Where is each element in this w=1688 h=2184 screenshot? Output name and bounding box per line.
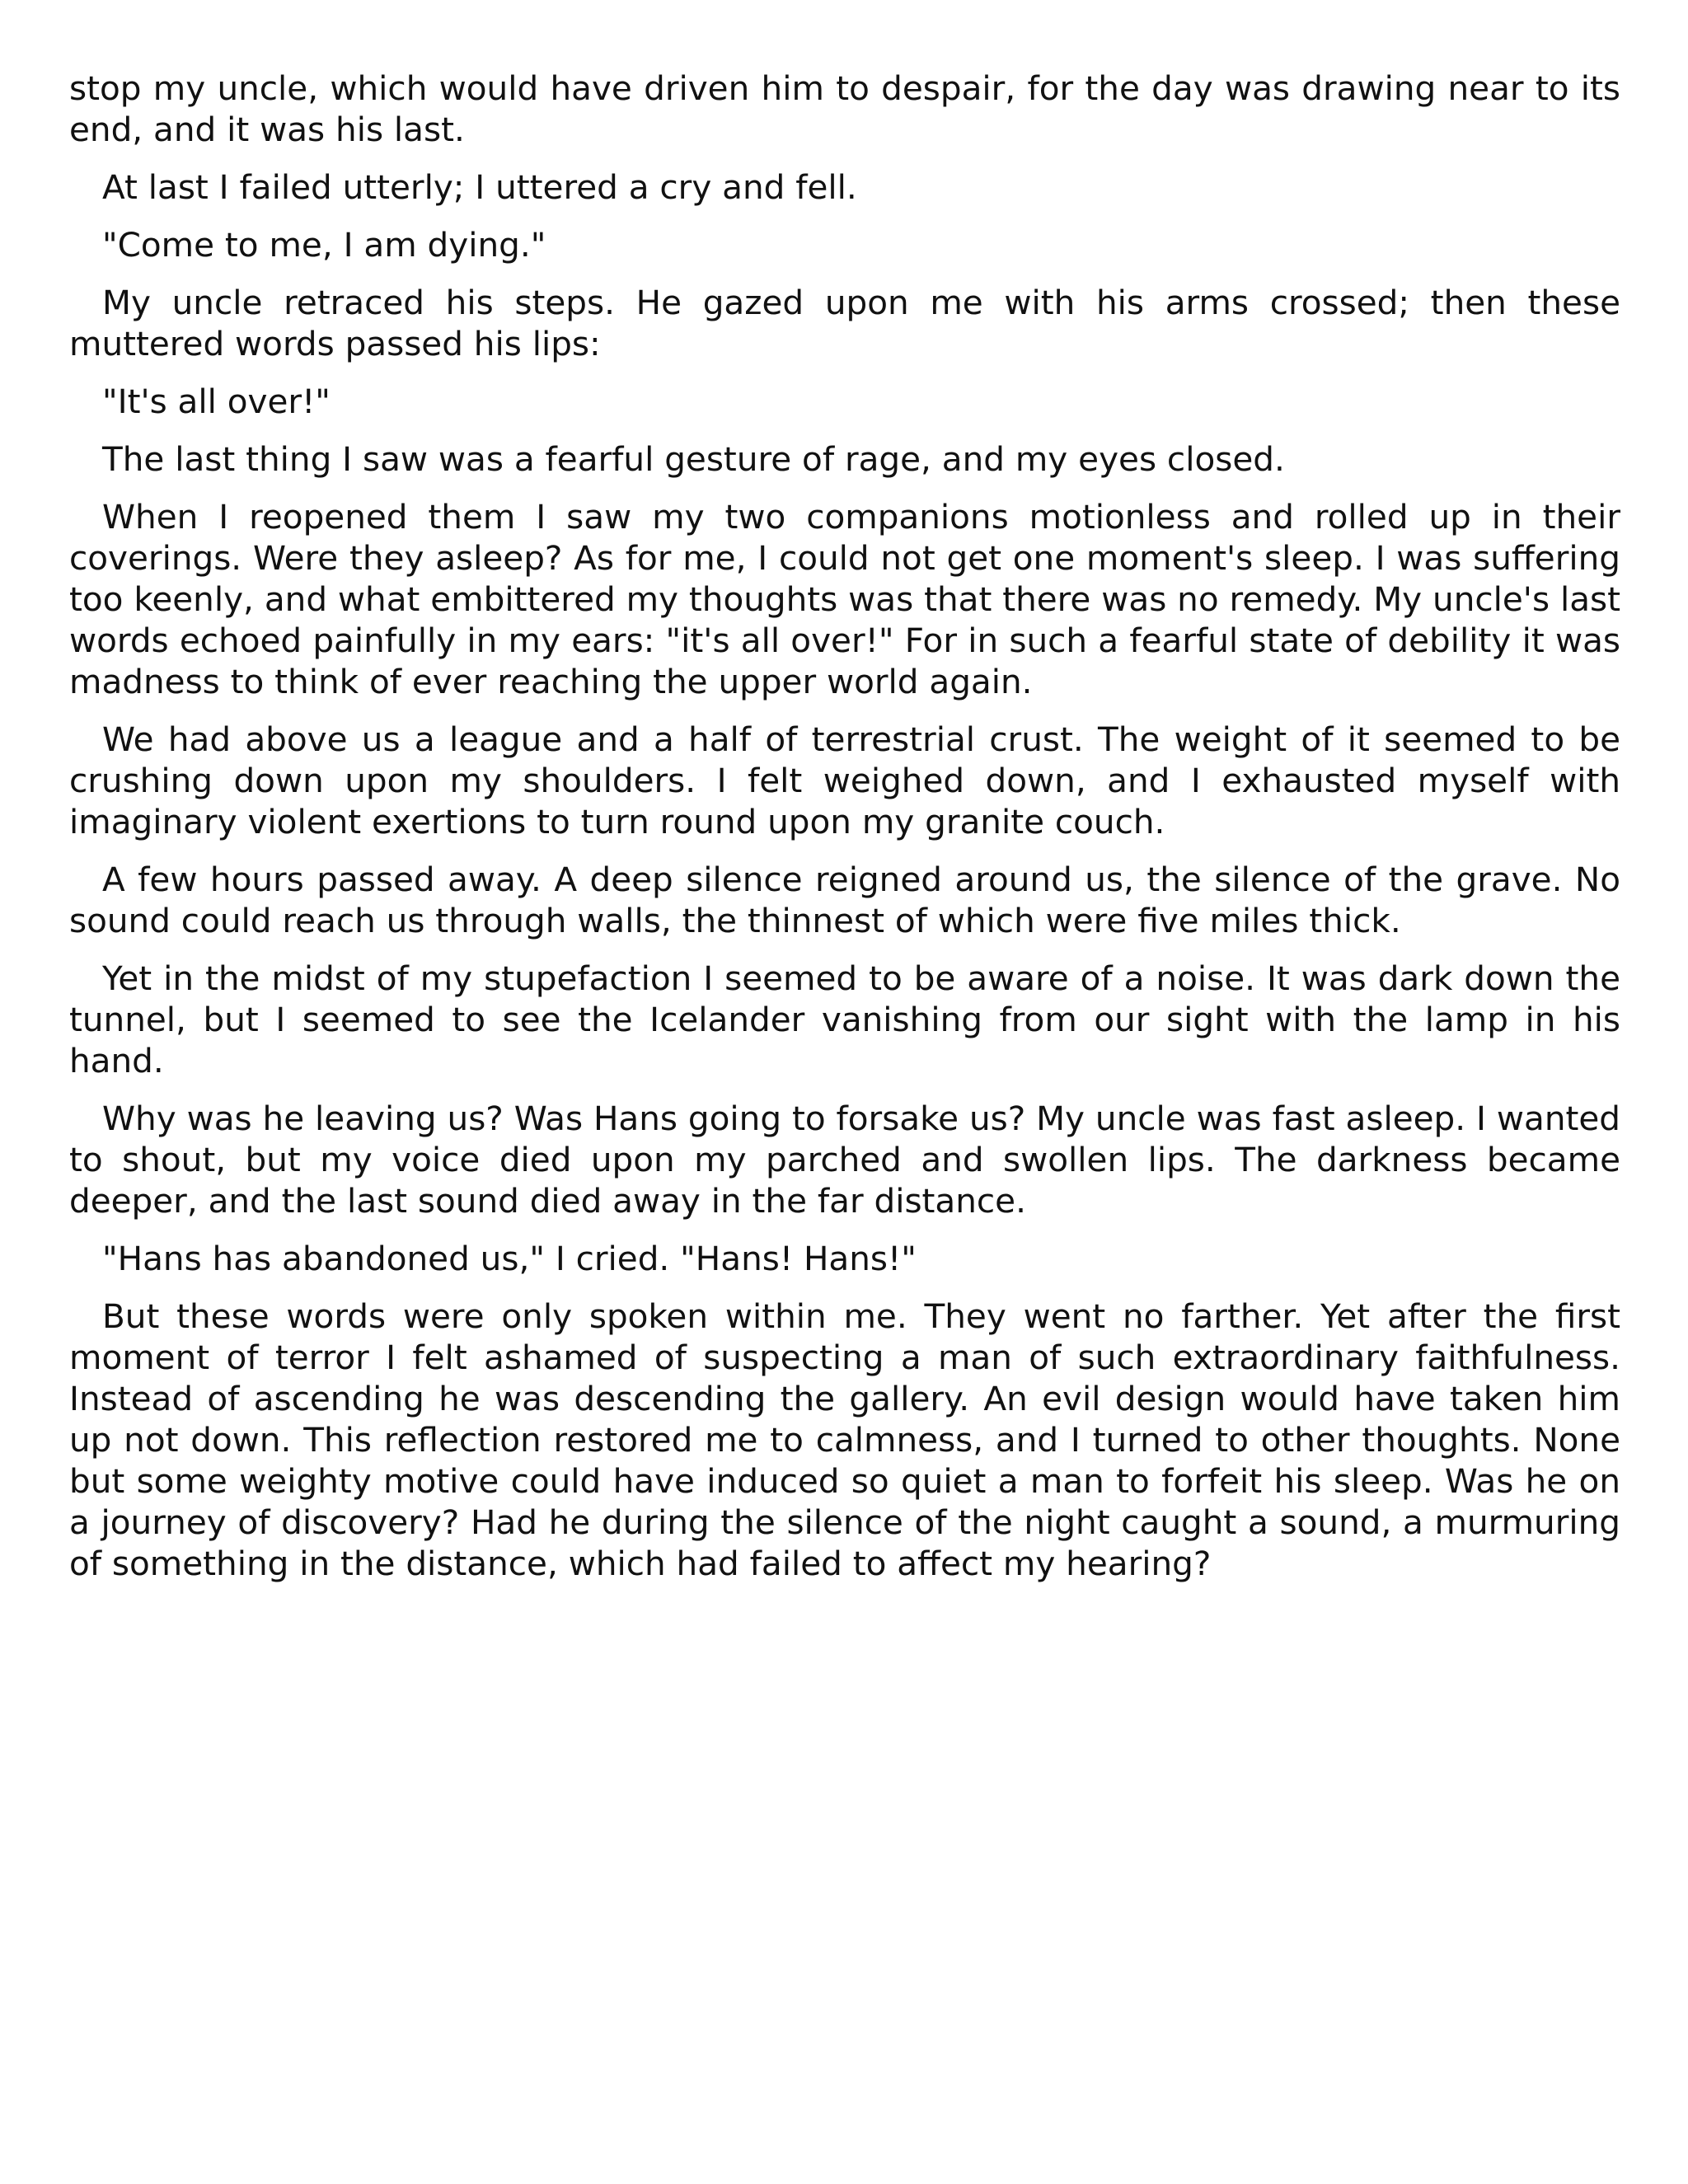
paragraph: Yet in the midst of my stupefaction I seemed to be aware of a noise. It was dark down the tunnel, but I seemed to see the Icelander vanishing from our sight with the lamp in his hand. xyxy=(69,958,1620,1080)
paragraph: My uncle retraced his steps. He gazed upon me with his arms crossed; then these muttered words passed his lips: xyxy=(69,283,1620,363)
paragraph: The last thing I saw was a fearful gesture of rage, and my eyes closed. xyxy=(102,439,1285,479)
paragraph-continuation: stop my uncle, which would have driven him to despair, for the day was drawing near to its end, and it was his last. xyxy=(69,68,1620,149)
paragraph: Why was he leaving us? Was Hans going to forsake us? My uncle was fast asleep. I wanted to shout, but my voice died upon my parched and swollen lips. The darkness became deeper, and the last sound died away in the far distance. xyxy=(69,1099,1620,1221)
paragraph: "Hans has abandoned us," I cried. "Hans! Hans!" xyxy=(102,1239,917,1278)
page-text xyxy=(69,68,1620,1601)
paragraph: "Come to me, I am dying." xyxy=(102,225,546,265)
paragraph: "It's all over!" xyxy=(102,382,331,421)
paragraph: We had above us a league and a half of terrestrial crust. The weight of it seemed to be crushing down upon my shoulders. I felt weighed down, and I exhausted myself with imaginary violent exertions to turn round upon my granite couch. xyxy=(69,719,1620,841)
paragraph: When I reopened them I saw my two companions motionless and rolled up in their coverings. Were they asleep? As for me, I could not get one moment's sleep. I was suffering too keenly, and what embittered my thoughts was that there was no remedy. My uncle's last words echoed painfully in my ears: "it's all over!" For in such a fearful state of debility it was madness to think of ever reaching the upper world again. xyxy=(69,497,1620,701)
paragraph: But these words were only spoken within me. They went no farther. Yet after the first moment of terror I felt ashamed of suspecting a man of such extraordinary faithfulness. Instead of ascending he was descending the gallery. An evil design would have taken him up not down. This reflection restored me to calmness, and I turned to other thoughts. None but some weighty motive could have induced so quiet a man to forfeit his sleep. Was he on a journey of discovery? Had he during the silence of the night caught a sound, a murmuring of something in the distance, which had failed to affect my hearing? xyxy=(69,1296,1620,1583)
paragraph: At last I failed utterly; I uttered a cry and fell. xyxy=(102,167,857,207)
paragraph: A few hours passed away. A deep silence reigned around us, the silence of the grave. No sound could reach us through walls, the thinnest of which were five miles thick. xyxy=(69,860,1620,940)
